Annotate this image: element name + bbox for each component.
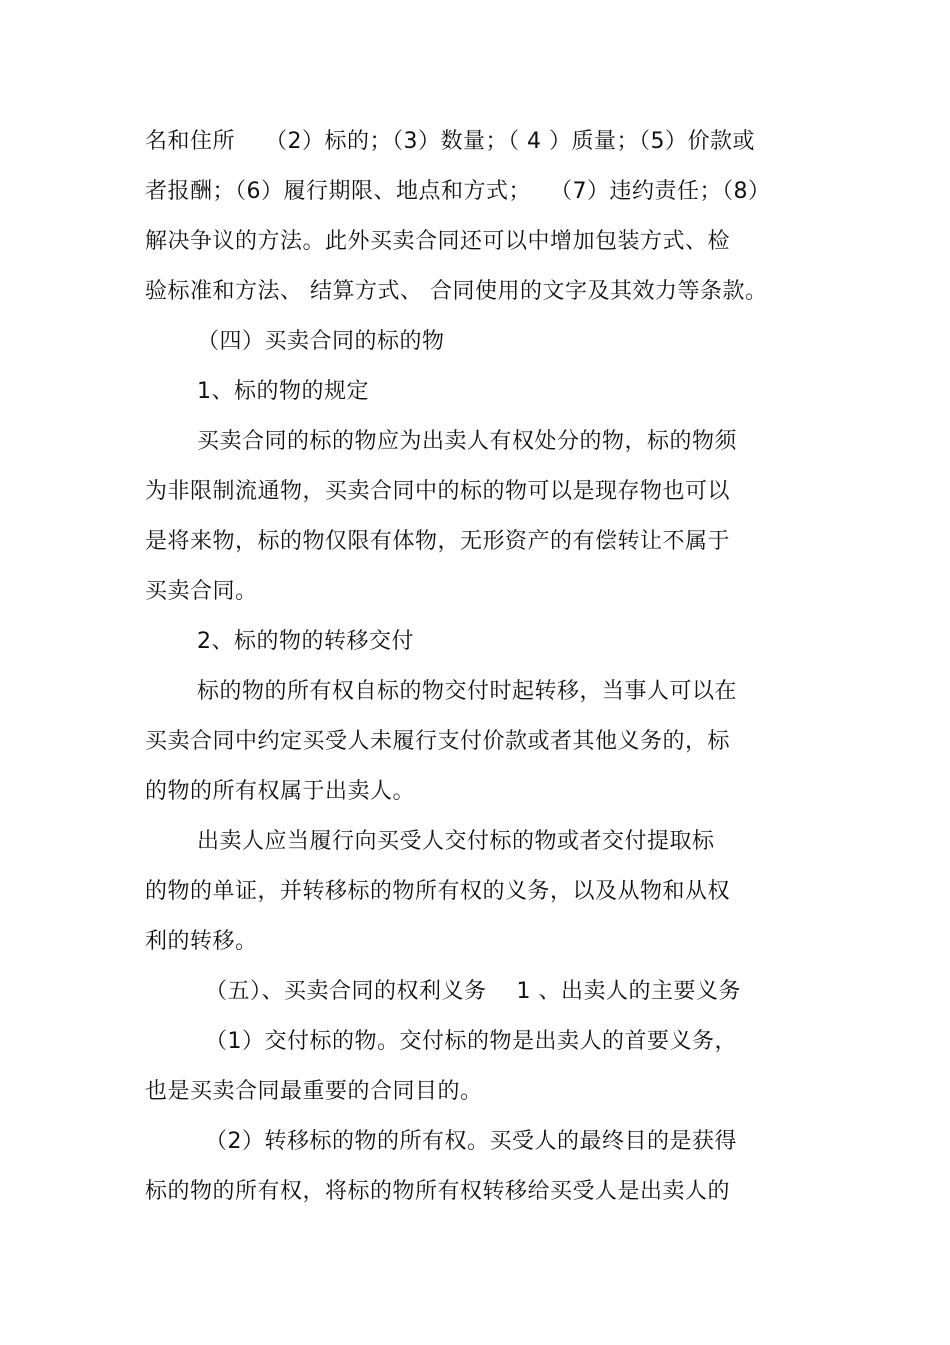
text-line-2: 者报酬；（6）履行期限、地点和方式； （7）违约责任；（8） <box>145 179 771 204</box>
text-line-10: 买卖合同。 <box>145 579 258 604</box>
text-line-4: 验标准和方法、 结算方式、 合同使用的文字及其效力等条款。 <box>145 279 768 304</box>
subheading-1: 1、标的物的规定 <box>197 379 369 404</box>
text-line-17: 利的转移。 <box>145 929 258 954</box>
text-line-14: 的物的所有权属于出卖人。 <box>145 779 416 804</box>
text-line-12: 标的物的所有权自标的物交付时起转移，当事人可以在 <box>197 679 738 704</box>
text-line-8: 为非限制流通物，买卖合同中的标的物可以是现存物也可以 <box>145 479 731 504</box>
text-line-13: 买卖合同中约定买受人未履行支付价款或者其他义务的，标 <box>145 729 731 754</box>
text-line-16: 的物的单证，并转移标的物所有权的义务，以及从物和从权 <box>145 879 731 904</box>
text-line-21: （2）转移标的物的所有权。买受人的最终目的是获得 <box>205 1129 737 1154</box>
text-line-15: 出卖人应当履行向买受人交付标的物或者交付提取标 <box>197 829 715 854</box>
text-line-19: （1）交付标的物。交付标的物是出卖人的首要义务， <box>205 1029 737 1054</box>
subheading-2: 2、标的物的转移交付 <box>197 629 414 654</box>
text-line-7: 买卖合同的标的物应为出卖人有权处分的物，标的物须 <box>197 429 738 454</box>
section-heading-4: （四）买卖合同的标的物 <box>197 329 445 354</box>
text-line-20: 也是买卖合同最重要的合同目的。 <box>145 1079 483 1104</box>
text-line-9: 是将来物，标的物仅限有体物，无形资产的有偿转让不属于 <box>145 529 731 554</box>
text-line-22: 标的物的所有权，将标的物所有权转移给买受人是出卖人的 <box>145 1179 731 1204</box>
text-line-3: 解决争议的方法。此外买卖合同还可以中增加包装方式、检 <box>145 229 731 254</box>
section-heading-5: （五）、买卖合同的权利义务 1 、出卖人的主要义务 <box>205 979 741 1004</box>
text-line-1: 名和住所 （2）标的；（3）数量；（ 4 ）质量；（5）价款或 <box>145 129 755 154</box>
